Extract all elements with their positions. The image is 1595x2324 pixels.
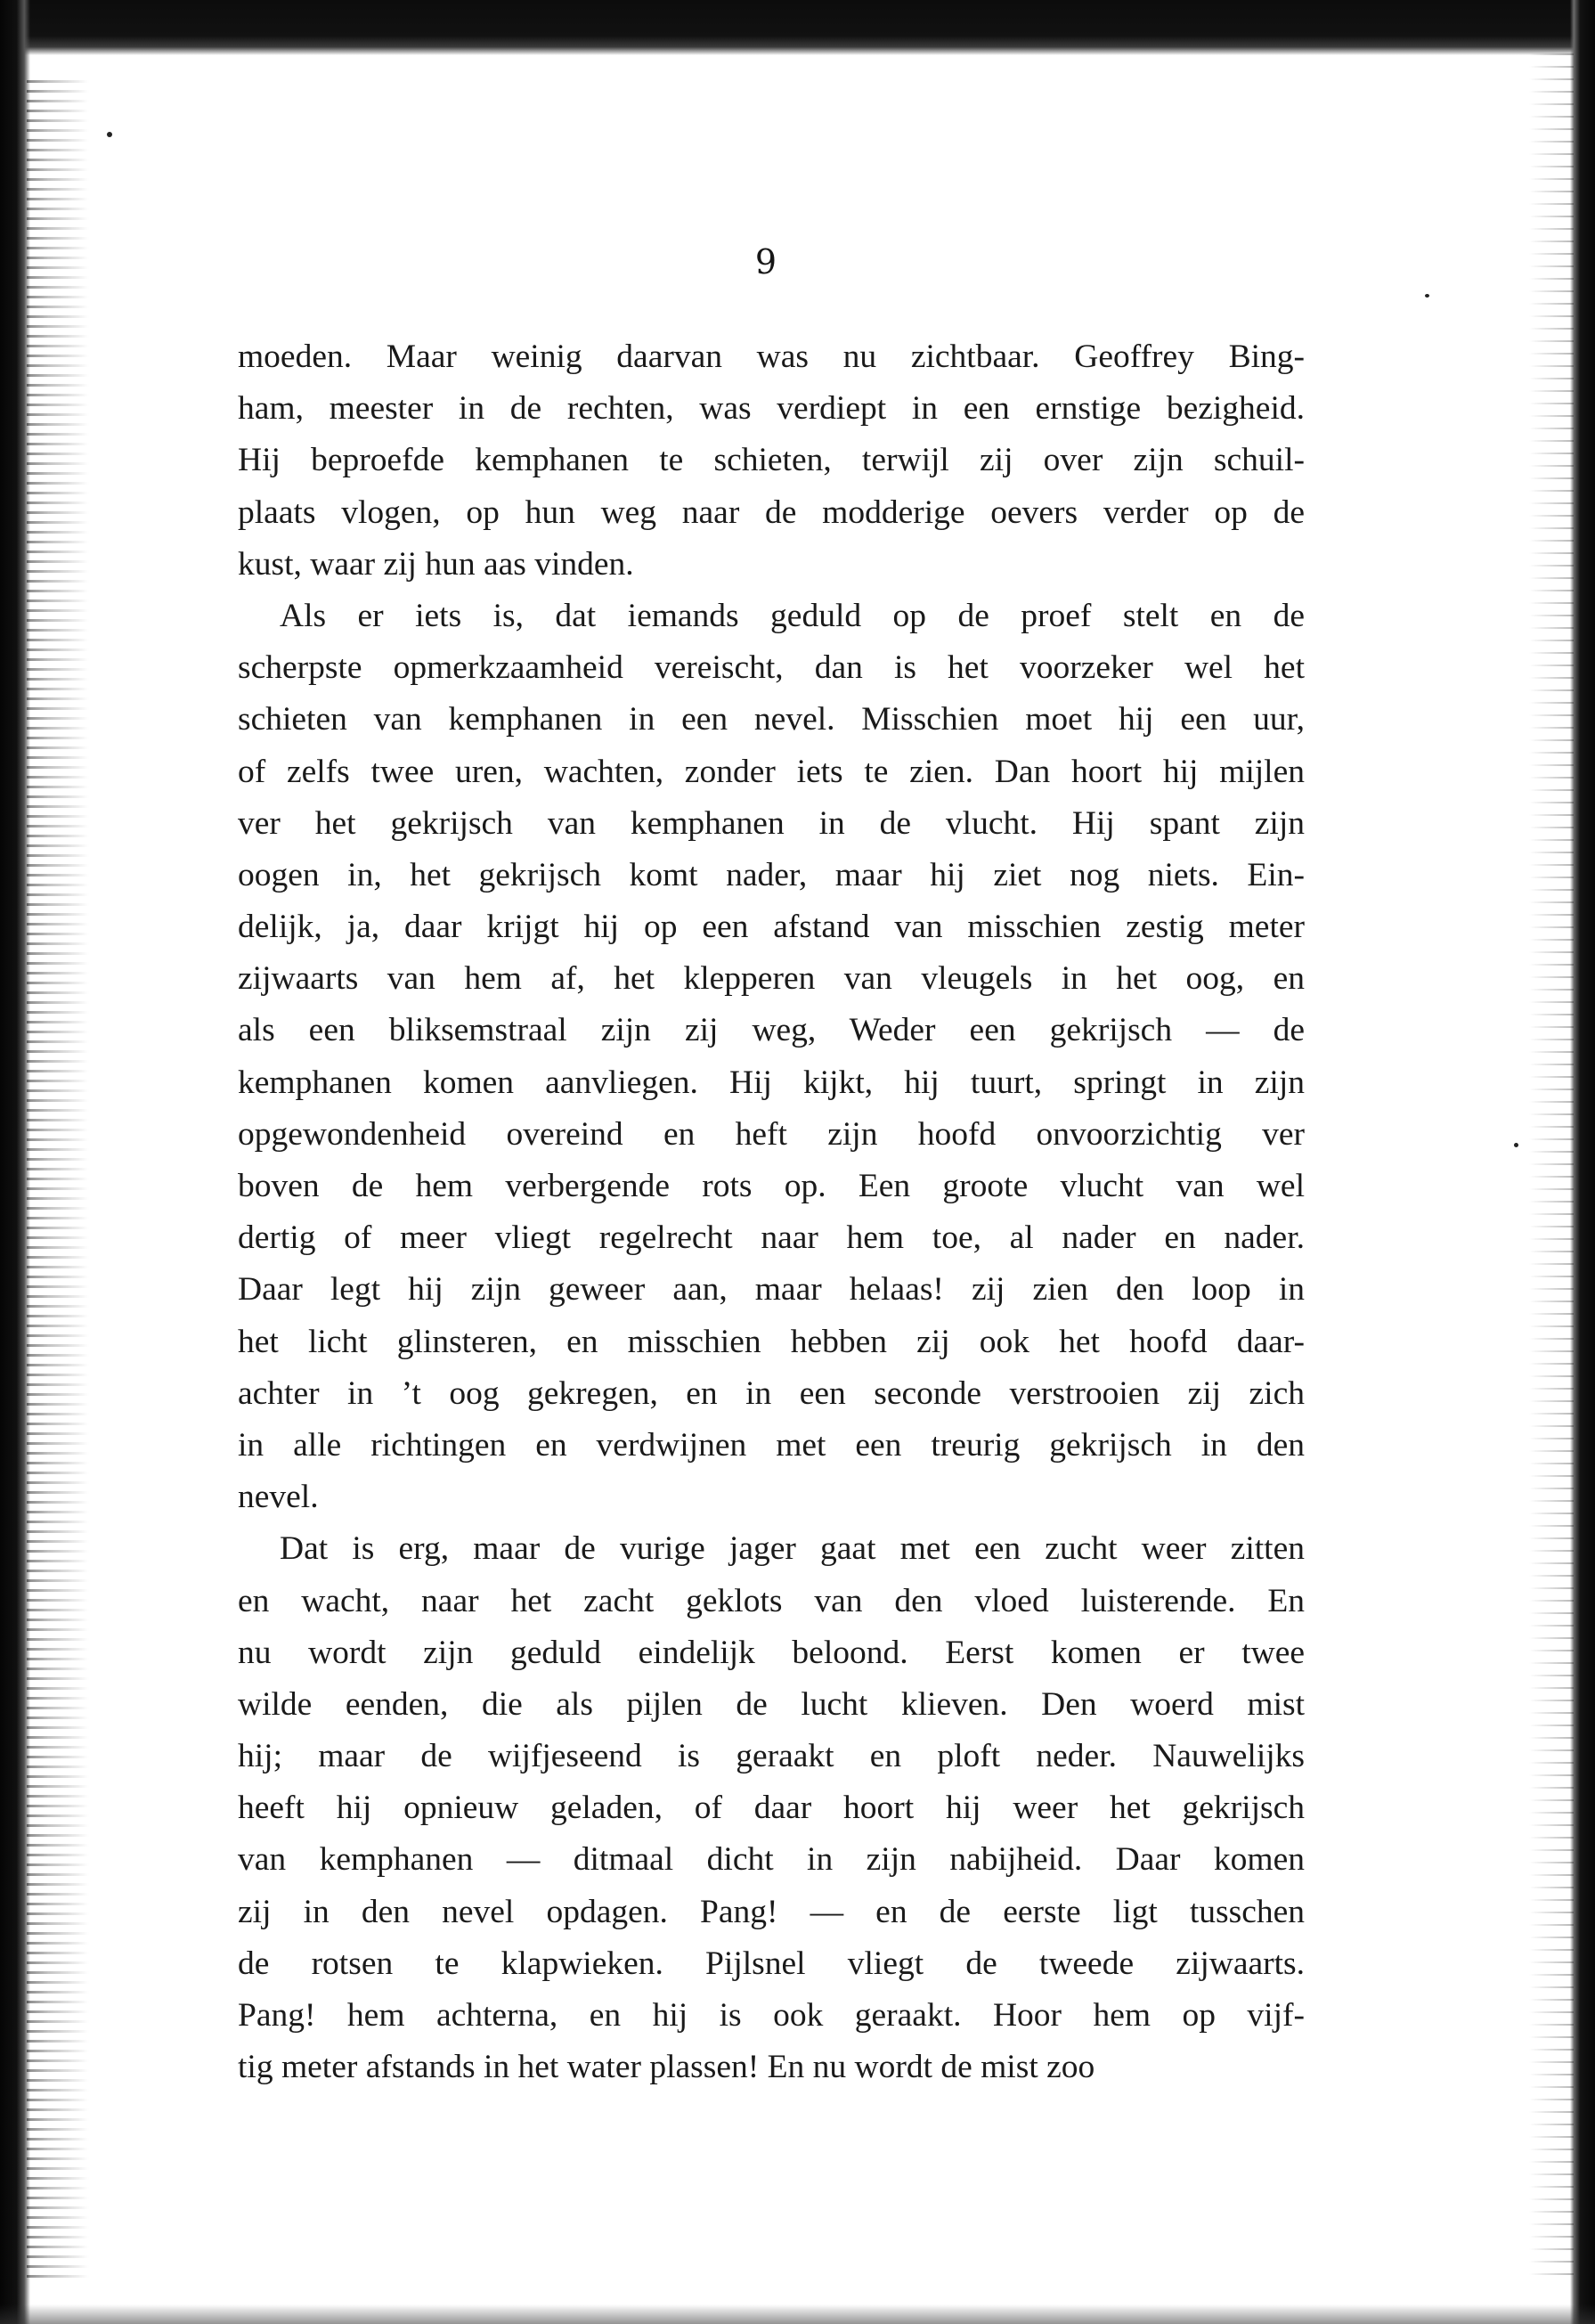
text-line: het licht glinsteren, en misschien hebben zij ook het hoofd daar- [238, 1323, 1305, 1360]
text-line: kemphanen komen aanvliegen. Hij kijkt, hij tuurt, springt in zijn [238, 1064, 1305, 1101]
page-number: 9 [754, 242, 777, 281]
text-line: tig meter afstands in het water plassen! En nu wordt de mist zoo [238, 2049, 1095, 2086]
text-line: van kemphanen — ditmaal dicht in zijn nabijheid. Daar komen [238, 1841, 1305, 1879]
dust-speck [107, 132, 112, 137]
scan-border-right [1570, 0, 1595, 2324]
text-line: de rotsen te klapwieken. Pijlsnel vliegt de tweede zijwaarts. [238, 1945, 1305, 1982]
text-line: Pang! hem achterna, en hij is ook geraakt. Hoor hem op vijf- [238, 1997, 1305, 2034]
text-line: ver het gekrijsch van kemphanen in de vlucht. Hij spant zijn [238, 804, 1305, 842]
scan-border-left-texture [27, 80, 89, 2280]
paragraph [238, 331, 1305, 591]
text-line: als een bliksemstraal zijn zij weg, Weder een gekrijsch — de [238, 1012, 1305, 1049]
scan-border-top [0, 0, 1595, 55]
text-line: in alle richtingen en verdwijnen met een treurig gekrijsch in den [238, 1426, 1305, 1464]
scan-border-left [0, 0, 30, 2324]
text-line: kust, waar zij hun aas vinden. [238, 545, 634, 583]
text-line: en wacht, naar het zacht geklots van den vloed luisterende. En [238, 1582, 1305, 1619]
dust-speck [1514, 1143, 1518, 1147]
body-text [238, 331, 1305, 2093]
text-line: achter in ’t oog gekregen, en in een seconde verstrooien zij zich [238, 1374, 1305, 1412]
text-line: Hij beproefde kemphanen te schieten, terwijl zij over zijn schuil- [238, 442, 1305, 479]
text-line: dertig of meer vliegt regelrecht naar hem toe, al nader en nader. [238, 1219, 1305, 1257]
text-line: boven de hem verbergende rots op. Een groote vlucht van wel [238, 1168, 1305, 1204]
text-line: plaats vlogen, op hun weg naar de modderige oevers verder op de [238, 493, 1305, 531]
text-line: scherpste opmerkzaamheid vereischt, dan is het voorzeker wel het [238, 649, 1305, 687]
text-line: schieten van kemphanen in een nevel. Misschien moet hij een uur, [238, 701, 1305, 738]
scan-border-right-texture [1529, 53, 1574, 2280]
text-line: nu wordt zijn geduld eindelijk beloond. Eerst komen er twee [238, 1634, 1305, 1671]
text-line: zij in den nevel opdagen. Pang! — en de eerste ligt tusschen [238, 1893, 1305, 1930]
dust-speck [1425, 294, 1429, 298]
text-line: Daar legt hij zijn geweer aan, maar helaas! zij zien den loop in [238, 1271, 1305, 1309]
text-line: moeden. Maar weinig daarvan was nu zichtbaar. Geoffrey Bing- [238, 338, 1305, 375]
text-line: Als er iets is, dat iemands geduld op de proef stelt en de [280, 597, 1305, 634]
text-line: of zelfs twee uren, wachten, zonder iets te zien. Dan hoort hij mijlen [238, 753, 1305, 790]
text-line: heeft hij opnieuw geladen, of daar hoort hij weer het gekrijsch [238, 1790, 1305, 1827]
text-line: oogen in, het gekrijsch komt nader, maar hij ziet nog niets. Ein- [238, 856, 1305, 893]
paragraph [238, 591, 1305, 1523]
text-line: zijwaarts van hem af, het klepperen van vleugels in het oog, en [238, 960, 1305, 998]
paragraph [238, 1523, 1305, 2093]
text-line: ham, meester in de rechten, was verdiept in een ernstige bezigheid. [238, 390, 1305, 428]
text-line: opgewondenheid overeind en heft zijn hoofd onvoorzichtig ver [238, 1115, 1305, 1153]
text-line: hij; maar de wijfjeseend is geraakt en ploft neder. Nauwelijks [238, 1738, 1305, 1775]
text-line: nevel. [238, 1479, 319, 1516]
text-line: delijk, ja, daar krijgt hij op een afstand van misschien zestig meter [238, 909, 1305, 946]
scan-border-bottom [0, 2304, 1595, 2324]
text-line: wilde eenden, die als pijlen de lucht klieven. Den woerd mist [238, 1685, 1305, 1723]
text-line: Dat is erg, maar de vurige jager gaat met een zucht weer zitten [280, 1530, 1305, 1568]
